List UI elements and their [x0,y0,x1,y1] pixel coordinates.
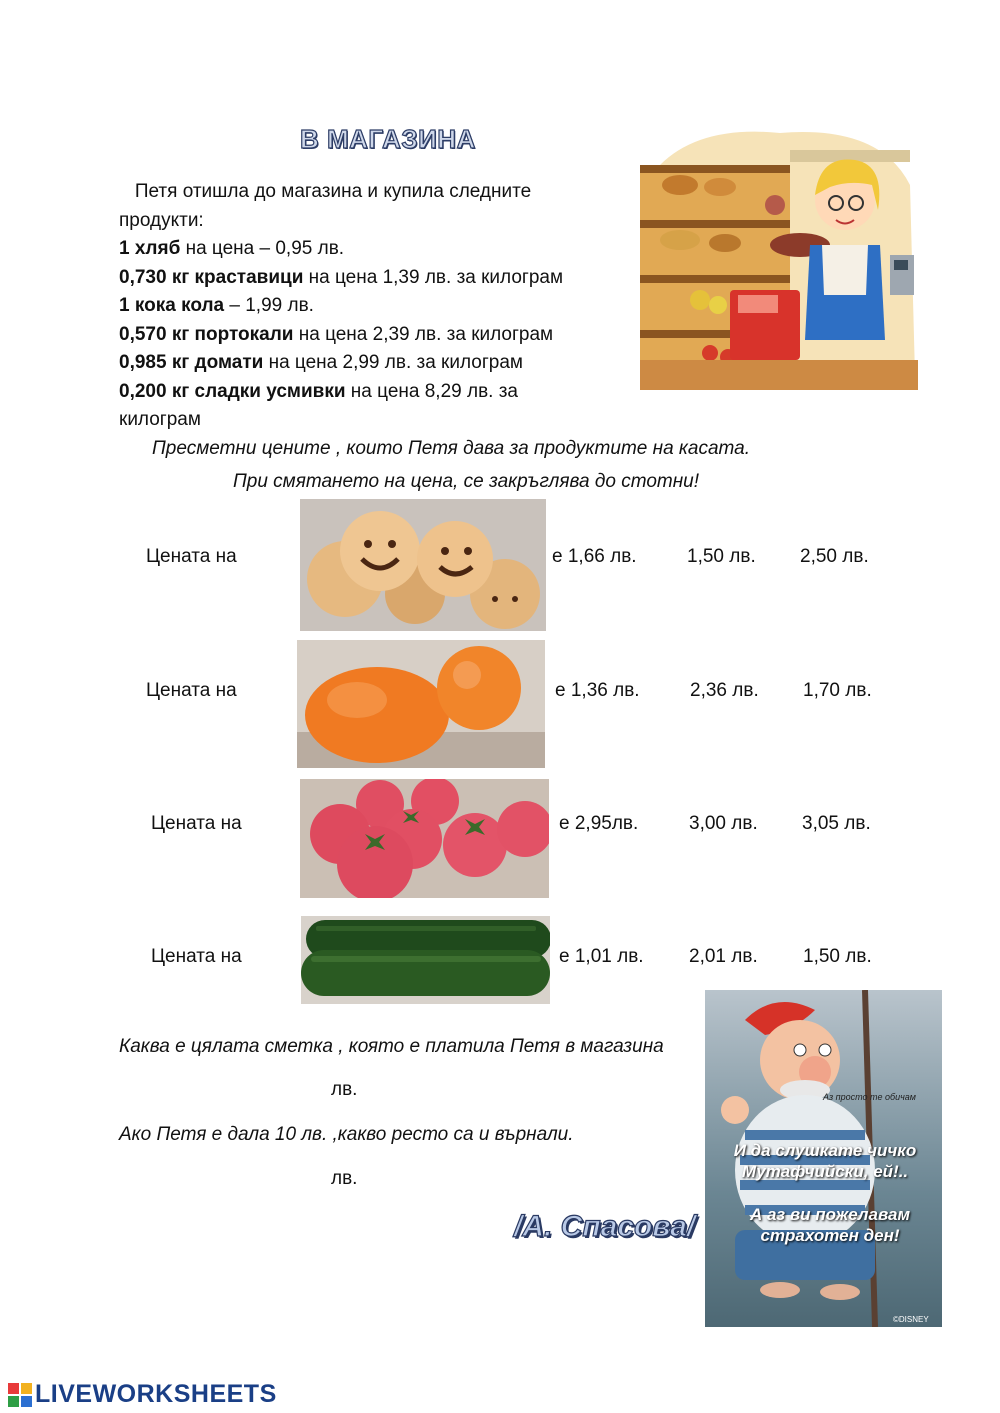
greeting-poster [705,990,942,1327]
page-title: В МАГАЗИНА [300,124,476,154]
question-total-bill: Каква е цялата сметка , която е платила Петя в магазина [119,1036,664,1057]
poster-text-2: А аз ви пожелавам страхотен ден! [749,1205,911,1245]
row-label: Цената на [146,546,237,567]
answer-option[interactable]: 2,36 лв. [690,680,759,701]
answer-option[interactable]: 1,50 лв. [803,946,872,967]
answer-option[interactable]: е 1,66 лв. [552,546,637,567]
poster-small-text: Аз просто те обичам [823,1092,916,1102]
shop-cashier-illustration [640,125,918,397]
intro-line-2: продукти: [119,209,204,231]
question-change: Ако Петя е дала 10 лв. ,какво ресто са и върнали. [119,1124,574,1145]
product-item: 0,200 кг сладки усмивки на цена 8,29 лв. за [119,380,518,402]
row-label: Цената на [146,680,237,701]
answer-option[interactable]: 1,50 лв. [687,546,756,567]
smiley-cookies-image [300,499,546,631]
product-item-tail: килограм [119,409,201,430]
author-signature: /А. Спасова/ [514,1210,696,1243]
disney-mark: ©DISNEY [893,1315,929,1324]
liveworksheets-logo: LIVEWORKSHEETS [8,1380,277,1409]
answer-option[interactable]: е 2,95лв. [559,813,639,834]
cucumbers-image [301,916,550,1004]
intro-line-1: Петя отишла до магазина и купила следните [134,181,532,202]
answer-option[interactable]: 3,05 лв. [802,813,871,834]
poster-text-1: И да слушкате чичко Мутафчийски, ей!.. [733,1141,917,1181]
product-item: 1 хляб на цена – 0,95 лв. [119,238,345,259]
row-label: Цената на [151,813,242,834]
answer-unit: лв. [331,1079,358,1100]
product-item: 0,730 кг краставици на цена 1,39 лв. за килограм [119,266,564,288]
oranges-image [297,640,545,768]
answer-option[interactable]: е 1,36 лв. [555,680,640,701]
instruction-2: При смятането на цена, се закръглява до стотни! [233,471,700,492]
answer-option[interactable]: 2,01 лв. [689,946,758,967]
product-item: 1 кока кола – 1,99 лв. [119,295,314,316]
answer-option[interactable]: 2,50 лв. [800,546,869,567]
answer-option[interactable]: 3,00 лв. [689,813,758,834]
problem-text [119,178,639,435]
tomatoes-image [300,779,549,898]
answer-option[interactable]: е 1,01 лв. [559,946,644,967]
product-item: 0,985 кг домати на цена 2,99 лв. за килограм [119,352,523,373]
product-item: 0,570 кг портокали на цена 2,39 лв. за килограм [119,323,554,345]
row-label: Цената на [151,946,242,967]
answer-option[interactable]: 1,70 лв. [803,680,872,701]
instruction-1: Пресметни цените , които Петя дава за продуктите на касата. [152,438,750,459]
logo-blocks-icon [8,1383,32,1407]
answer-unit: лв. [331,1168,358,1189]
